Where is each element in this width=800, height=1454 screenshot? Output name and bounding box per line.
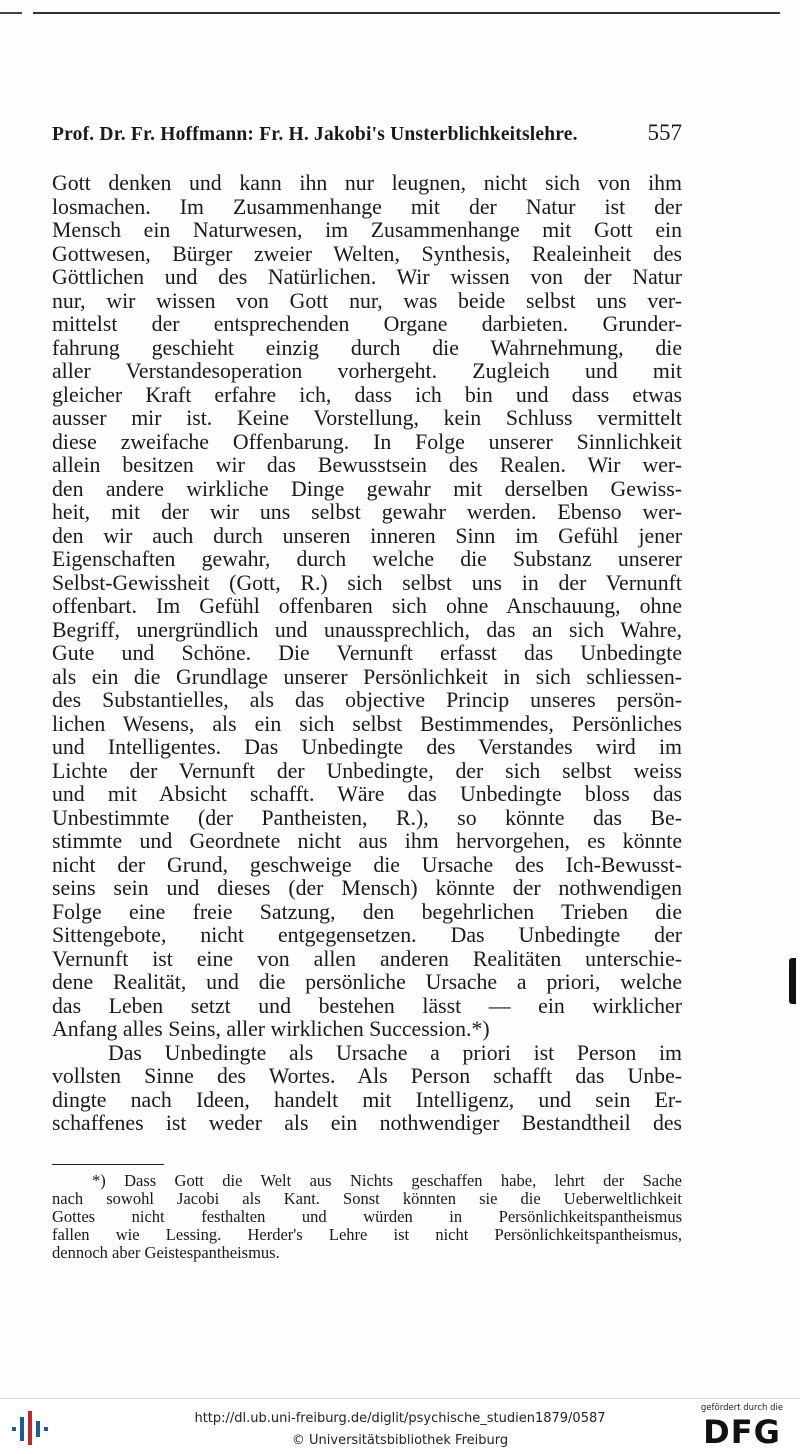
top-rule-dash [0, 12, 22, 14]
text-line: als ein die Grundlage unserer Persönlichkeit in sich schliessen- [52, 665, 682, 689]
dfg-logo [694, 1403, 790, 1453]
text-line: aller Verstandesoperation vorhergeht. Zugleich und mit [52, 360, 682, 383]
text-line: Gute und Schöne. Die Vernunft erfasst das Unbedingte [52, 642, 682, 665]
text-line: Unbestimmte (der Pantheisten, R.), so könnte das Be- [52, 806, 682, 830]
permalink-url[interactable]: http://dl.ub.uni-freiburg.de/diglit/psychische_studien1879/0587 [194, 1411, 606, 1426]
text-line: seins sein und dieses (der Mensch) könnte der nothwendigen [52, 877, 682, 900]
text-line: Lichte der Vernunft der Unbedingte, der sich selbst weiss [52, 759, 682, 783]
body-text [52, 172, 682, 1136]
text-line: fahrung geschieht einzig durch die Wahrnehmung, die [52, 336, 682, 360]
text-line: losmachen. Im Zusammenhange mit der Natur ist der [52, 195, 682, 219]
text-line: Gottwesen, Bürger zweier Welten, Synthesis, Realeinheit des [52, 242, 682, 266]
text-line: offenbart. Im Gefühl offenbaren sich ohne Anschauung, ohne [52, 595, 682, 618]
running-head [52, 120, 682, 146]
footnote-line: dennoch aber Geistespantheismus. [52, 1244, 280, 1262]
footnote [52, 1172, 682, 1262]
text-line: den wir auch durch unseren inneren Sinn im Gefühl jener [52, 524, 682, 548]
text-line: gleicher Kraft erfahre ich, dass ich bin und dass etwas [52, 383, 682, 407]
text-line: lichen Wesens, als ein sich selbst Bestimmendes, Persönliches [52, 712, 682, 736]
running-title: Prof. Dr. Fr. Hoffmann: Fr. H. Jakobi's Unsterblichkeitslehre. [52, 124, 578, 145]
text-line: und mit Absicht schafft. Wäre das Unbedingte bloss das [52, 783, 682, 806]
page-number: 557 [647, 120, 682, 145]
text-line: Göttlichen und des Natürlichen. Wir wissen von der Natur [52, 266, 682, 289]
text-line: vollsten Sinne des Wortes. Als Person schafft das Unbe- [52, 1065, 682, 1088]
text-line: Gott denken und kann ihn nur leugnen, nicht sich von ihm [52, 172, 682, 195]
dfg-sponsor-text: gefördert durch die [700, 1403, 784, 1413]
text-line: Mensch ein Naturwesen, im Zusammenhange mit Gott ein [52, 219, 682, 242]
text-line: Selbst-Gewissheit (Gott, R.) sich selbst uns in der Vernunft [52, 571, 682, 595]
page-edge-mark [789, 958, 796, 1004]
text-line: des Substantielles, als das objective Princip unseres persön- [52, 689, 682, 712]
footnote-line: Gottes nicht festhalten und würden in Persönlichkeitspantheismus [52, 1208, 682, 1226]
footnote-line: *) Dass Gott die Welt aus Nichts geschaffen habe, lehrt der Sache [92, 1172, 682, 1190]
viewer-footer [0, 1398, 800, 1454]
dfg-logo-text: DFG [703, 1413, 781, 1451]
text-line: mittelst der entsprechenden Organe darbieten. Grunder- [52, 313, 682, 336]
text-line: nur, wir wissen von Gott nur, was beide selbst uns ver- [52, 289, 682, 313]
text-line: Vernunft ist eine von allen anderen Realitäten unterschie- [52, 947, 682, 971]
top-rule [33, 12, 780, 14]
text-line: Begriff, unergründlich und unaussprechlich, das an sich Wahre, [52, 618, 682, 642]
text-line: heit, mit der wir uns selbst gewahr werden. Ebenso wer- [52, 501, 682, 524]
text-line: stimmte und Geordnete nicht aus ihm hervorgehen, es könnte [52, 830, 682, 853]
text-line: allein besitzen wir das Bewusstsein des Realen. Wir wer- [52, 454, 682, 477]
text-line: Anfang alles Seins, aller wirklichen Succession.*) [52, 1018, 490, 1041]
copyright-notice: © Universitätsbibliothek Freiburg [291, 1433, 509, 1448]
text-line: das Leben setzt und bestehen lässt — ein wirklicher [52, 994, 682, 1018]
footnote-line: fallen wie Lessing. Herder's Lehre ist nicht Persönlichkeitspantheismus, [52, 1226, 682, 1244]
text-line: Sittengebote, nicht entgegensetzen. Das Unbedingte der [52, 924, 682, 947]
text-line: nicht der Grund, geschweige die Ursache des Ich-Bewusst- [52, 853, 682, 877]
text-line: Eigenschaften gewahr, durch welche die Substanz unserer [52, 548, 682, 571]
text-line: Folge eine freie Satzung, den begehrlichen Trieben die [52, 900, 682, 924]
text-line: diese zweifache Offenbarung. In Folge unserer Sinnlichkeit [52, 430, 682, 454]
text-line: schaffenes ist weder als ein nothwendiger Bestandtheil des [52, 1112, 682, 1135]
footnote-line: nach sowohl Jacobi als Kant. Sonst könnten sie die Ueberweltlichkeit [52, 1190, 682, 1208]
text-line: Das Unbedingte als Ursache a priori ist Person im [108, 1041, 682, 1065]
text-line: dingte nach Ideen, handelt mit Intelligenz, und sein Er- [52, 1088, 682, 1112]
footnote-rule [52, 1164, 164, 1165]
text-line: dene Realität, und die persönliche Ursache a priori, welche [52, 971, 682, 994]
text-line: ausser mir ist. Keine Vorstellung, kein Schluss vermittelt [52, 407, 682, 430]
text-line: und Intelligentes. Das Unbedingte des Verstandes wird im [52, 736, 682, 759]
text-line: den andere wirkliche Dinge gewahr mit derselben Gewiss- [52, 477, 682, 501]
